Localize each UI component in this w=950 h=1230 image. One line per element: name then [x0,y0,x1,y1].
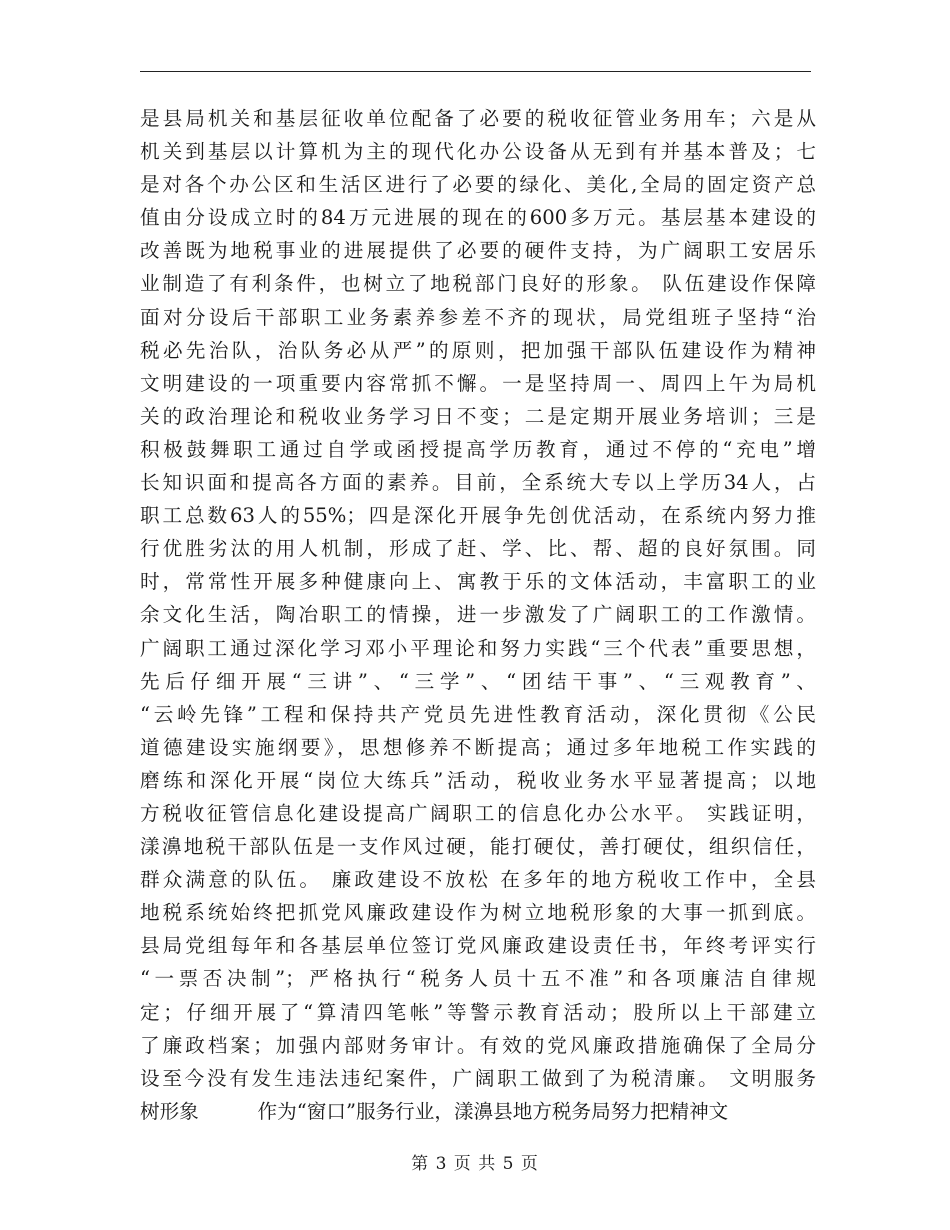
text-line: 机关到基层以计算机为主的现代化办公设备从无到有并基本普及；七 [140,140,816,164]
text-line: 改善既为地税事业的进展提供了必要的硬件支持，为广阔职工安居乐 [140,239,816,263]
text-line: 是县局机关和基层征收单位配备了必要的税收征管业务用车；六是从 [140,107,816,130]
text-line: 漾濞地税干部队伍是一支作风过硬，能打硬仗，善打硬仗，组织信任， [140,835,816,859]
text-line: 群众满意的队伍。 廉政建设不放松 在多年的地方税收工作中，全县 [140,868,816,892]
body-text [140,102,816,1128]
text-line: 关的政治理论和税收业务学习日不变；二是定期开展业务培训；三是 [140,404,816,428]
text-line: “一票否决制”；严格执行“税务人员十五不准”和各项廉洁自律规 [140,967,816,991]
text-line: “云岭先锋”工程和保持共产党员先进性教育活动，深化贯彻《公民 [140,702,816,726]
header-rule [140,71,811,72]
text-line: 是对各个办公区和生活区进行了必要的绿化、美化,全局的固定资产总 [140,173,816,197]
text-line: 方税收征管信息化建设提高广阔职工的信息化办公水平。 实践证明， [140,801,816,825]
text-line: 余文化生活，陶冶职工的情操，进一步激发了广阔职工的工作激情。 [140,603,816,627]
text-line: 税必先治队，治队务必从严”的原则，把加强干部队伍建设作为精神 [140,338,816,362]
text-line: 积极鼓舞职工通过自学或函授提高学历教育，通过不停的“充电”增 [140,437,816,461]
text-line: 县局党组每年和各基层单位签订党风廉政建设责任书，年终考评实行 [140,934,816,958]
text-line: 树形象 作为“窗口”服务行业，漾濞县地方税务局努力把精神文 [140,1099,729,1123]
text-line: 面对分设后干部职工业务素养参差不齐的现状，局党组班子坚持“治 [140,305,816,329]
text-line: 值由分设成立时的84万元进展的现在的600多万元。基层基本建设的 [140,206,816,230]
text-line: 广阔职工通过深化学习邓小平理论和努力实践“三个代表”重要思想， [140,636,816,660]
text-line: 行优胜劣汰的用人机制，形成了赶、学、比、帮、超的良好氛围。同 [140,537,816,561]
text-line: 业制造了有利条件，也树立了地税部门良好的形象。 队伍建设作保障 [140,272,816,296]
text-line: 长知识面和提高各方面的素养。目前，全系统大专以上学历34人，占 [140,471,816,495]
text-line: 定；仔细开展了“算清四笔帐”等警示教育活动；股所以上干部建立 [140,1000,816,1024]
text-line: 职工总数63人的55%；四是深化开展争先创优活动，在系统内努力推 [140,504,816,528]
text-line: 了廉政档案；加强内部财务审计。有效的党风廉政措施确保了全局分 [140,1033,816,1057]
page-footer: 第 3 页 共 5 页 [411,1154,539,1174]
text-line: 设至今没有发生违法违纪案件，广阔职工做到了为税清廉。 文明服务 [140,1066,816,1090]
text-line: 道德建设实施纲要》，思想修养不断提高；通过多年地税工作实践的 [140,735,816,759]
text-line: 先后仔细开展“三讲”、“三学”、“团结干事”、“三观教育”、 [140,669,816,693]
text-line: 文明建设的一项重要内容常抓不懈。一是坚持周一、周四上午为局机 [140,371,816,395]
text-line: 地税系统始终把抓党风廉政建设作为树立地税形象的大事一抓到底。 [140,901,816,925]
text-line: 时，常常性开展多种健康向上、寓教于乐的文体活动，丰富职工的业 [140,570,816,594]
text-line: 磨练和深化开展“岗位大练兵”活动，税收业务水平显著提高；以地 [140,768,816,792]
